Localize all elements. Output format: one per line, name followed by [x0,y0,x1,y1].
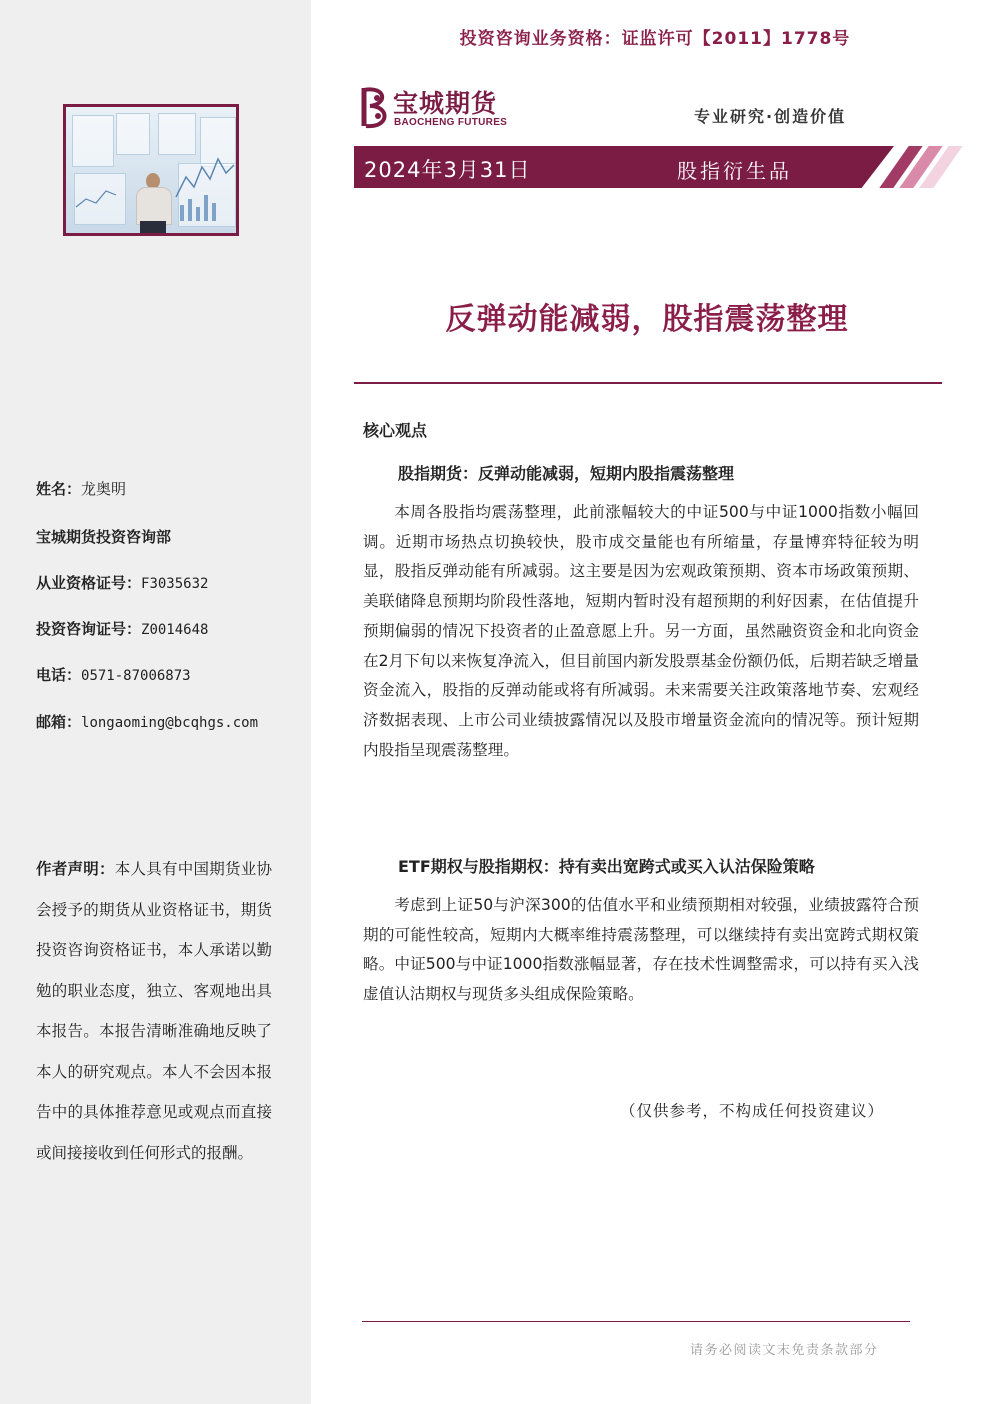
author-name-value: 龙奥明 [81,480,127,498]
statement-text: 本人具有中国期货业协会授予的期货从业资格证书，期货投资咨询资格证书，本人承诺以勤勉的职业态度，独立、客观地出具本报告。本报告清晰准确地反映了本人的研究观点。本人不会因本报告中的具体推荐意见或观点而直接或间接接收到任何形式的报酬。 [36,860,272,1162]
author-statement [36,849,272,1173]
statement-label: 作者声明： [36,860,115,878]
title-divider [354,382,942,384]
phone-label: 电话： [36,666,82,684]
date-banner [354,146,940,188]
email-label: 邮箱： [36,713,82,731]
report-category: 股指衍生品 [677,159,792,183]
baocheng-logo-icon [356,84,394,130]
qualification-number [36,572,208,593]
department-label: 宝城期货投资咨询部 [36,528,172,546]
investment-disclaimer: （仅供参考，不构成任何投资建议） [620,1102,885,1120]
footer-note: 请务必阅读文末免责条款部分 [690,1343,879,1358]
email-value[interactable]: longaoming@bcqhgs.com [81,715,259,731]
slogan: 专业研究·创造价值 [694,107,847,126]
cover-image [63,104,239,236]
license-line: 投资咨询业务资格：证监许可【2011】1778号 [459,29,851,49]
footer-divider [362,1321,910,1322]
core-view-label: 核心观点 [363,421,428,440]
consulting-value: Z0014648 [141,622,209,638]
phone [36,664,191,685]
logo-text-en: BAOCHENG FUTURES [394,117,508,128]
person-body [136,187,172,225]
department [36,526,171,547]
author-name-label: 姓名： [36,480,82,498]
person-legs [140,221,166,236]
report-title: 反弹动能减弱，股指震荡整理 [445,302,849,337]
section-heading-options: ETF期权与股指期权：持有卖出宽跨式或买入认沽保险策略 [398,857,815,876]
logo-text-cn: 宝城期货 [393,89,498,118]
section-heading-futures: 股指期货：反弹动能减弱，短期内股指震荡整理 [398,464,735,483]
phone-value: 0571-87006873 [81,668,191,684]
qualification-label: 从业资格证号： [36,574,142,592]
section-body-futures: 本周各股指均震荡整理，此前涨幅较大的中证500与中证1000指数小幅回调。近期市场热点切换较快，股市成交量能也有所缩量，存量博弈特征较为明显，股指反弹动能有所减弱。这主要是因为宏观政策预期、资本市场政策预期、美联储降息预期均阶段性落地，短期内暂时没有超预期的利好因素，在估值提升预期偏弱的情况下投资者的止盈意愿上升。另一方面，虽然融资资金和北向资金在2月下旬以来恢复净流入，但目前国内新发股票基金份额仍低，后期若缺乏增量资金流入，股指的反弹动能或将有所减弱。未来需要关注政策落地节奏、宏观经济数据表现、上市公司业绩披露情况以及股市增量资金流向的情况等。预计短期内股指呈现震荡整理。 [363,503,919,759]
section-body-options: 考虑到上证50与沪深300的估值水平和业绩预期相对较强，业绩披露符合预期的可能性较高，短期内大概率维持震荡整理，可以继续持有卖出宽跨式期权策略。中证500与中证1000指数涨幅显著，存在技术性调整需求，可以持有买入浅虚值认沽期权与现货多头组成保险策略。 [363,896,919,1004]
author-name [36,478,126,499]
consulting-number [36,618,208,639]
consulting-label: 投资咨询证号： [36,620,142,638]
qualification-value: F3035632 [141,576,209,592]
email [36,711,258,732]
report-date: 2024年3月31日 [364,158,531,182]
